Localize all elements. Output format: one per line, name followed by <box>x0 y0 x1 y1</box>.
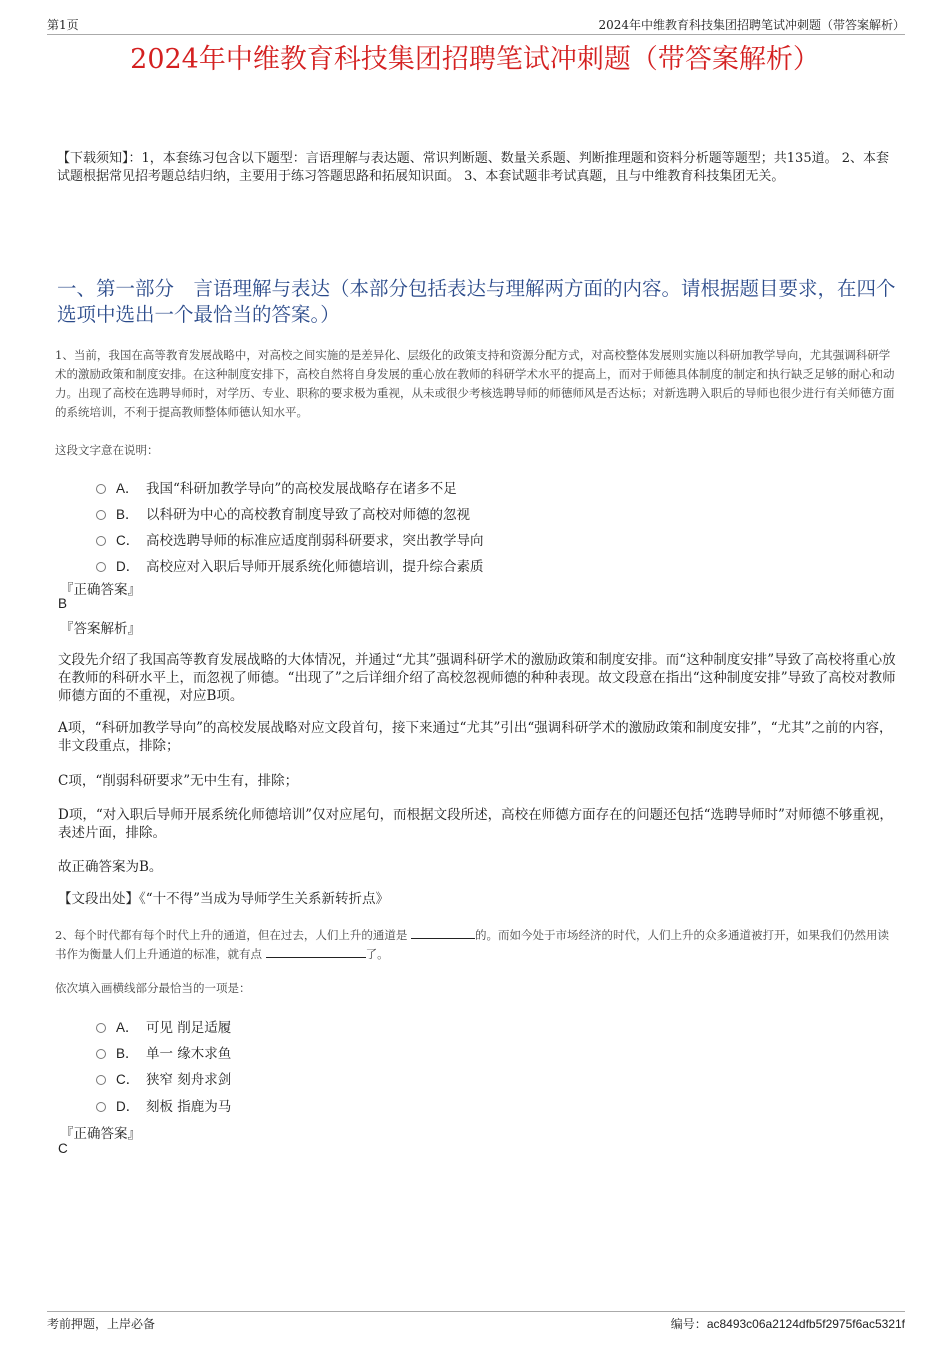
radio-icon[interactable] <box>96 1049 106 1059</box>
radio-icon[interactable] <box>96 484 106 494</box>
radio-icon[interactable] <box>96 536 106 546</box>
radio-icon[interactable] <box>96 1075 106 1085</box>
q2-answer-label: 『正确答案』 <box>60 1126 141 1142</box>
q1-analysis-paragraph: 故正确答案为B。 <box>58 859 163 875</box>
page-footer <box>47 1311 905 1332</box>
radio-icon[interactable] <box>96 562 106 572</box>
section-heading: 一、第一部分 言语理解与表达（本部分包括表达与理解两方面的内容。请根据题目要求，在四个选项中选出一个最恰当的答案。） <box>57 277 896 326</box>
footer-code: 编号：ac8493c06a2124dfb5f2975f6ac5321f <box>670 1317 905 1331</box>
question-2-text: 2、每个时代都有每个时代上升的通道，但在过去，人们上升的通道是 的。而如今处于市场经济的时代，人们上升的众多通道被打开，如果我们仍然用读书作为衡量人们上升通道的标准，就有点 了。 <box>55 928 889 961</box>
q1-analysis-paragraph: A项，“科研加教学导向”的高校发展战略对应文段首句，接下来通过“尤其”引出“强调科研学术的激励政策和制度安排”，“尤其”之前的内容，非文段重点，排除； <box>58 720 893 754</box>
fill-blank <box>266 945 366 958</box>
q2-option-b[interactable]: B． 单一 缘木求鱼 <box>96 1042 231 1062</box>
q2-option-a[interactable]: A． 可见 削足适履 <box>96 1016 231 1036</box>
radio-icon[interactable] <box>96 1023 106 1033</box>
q1-option-c[interactable]: C． 高校选聘导师的标准应适度削弱科研要求，突出教学导向 <box>96 529 484 549</box>
q1-analysis-paragraph: C项，“削弱科研要求”无中生有，排除； <box>58 773 299 789</box>
q1-source: 【文段出处】《“十不得”当成为导师学生关系新转折点》 <box>58 891 390 907</box>
question-2-stem: 依次填入画横线部分最恰当的一项是： <box>55 981 251 995</box>
download-notice: 【下载须知】：1，本套练习包含以下题型：言语理解与表达题、常识判断题、数量关系题、判断推理题和资料分析题等题型；共135道。 2、本套试题根据常见招考题总结归纳，主要用于练习答题思路和拓展知识面。 3、本套试题非考试真题，且与中维教育科技集团无关。 <box>57 151 889 184</box>
fill-blank <box>411 926 475 939</box>
radio-icon[interactable] <box>96 1102 106 1112</box>
footer-slogan: 考前押题，上岸必备 <box>47 1317 156 1331</box>
q1-analysis-label: 『答案解析』 <box>60 621 141 637</box>
q1-answer-label: 『正确答案』 <box>60 582 141 598</box>
question-1-text: 1、当前，我国在高等教育发展战略中，对高校之间实施的是差异化、层级化的政策支持和资源分配方式，对高校整体发展则实施以科研加教学导向，尤其强调科研学术的激励政策和制度安排。在这种制度安排下，高校自然将自身发展的重心放在教师的科研学术水平的提高上，而对于师德具体制度的制定和执行缺乏足够的耐心和动力。出现了高校在选聘导师时，对学历、专业、职称的要求极为重视，从未或很少考核选聘导师的师德师风是否达标；对新选聘入职后的导师也很少进行有关师德方面的系统培训，不利于提高教师整体师德认知水平。 <box>55 348 895 419</box>
q1-analysis-paragraph: 文段先介绍了我国高等教育发展战略的大体情况，并通过“尤其”强调科研学术的激励政策和制度安排。而“这种制度安排”导致了高校将重心放在教师的科研水平上，而忽视了师德。“出现了”之后详细介绍了高校忽视师德的种种表现。故文段意在指出“这种制度安排”导致了高校对教师师德方面的不重视，对应B项。 <box>58 652 896 704</box>
header-doc-title: 2024年中维教育科技集团招聘笔试冲刺题（带答案解析） <box>598 18 905 32</box>
page-header <box>47 14 905 35</box>
q2-option-d[interactable]: D． 刻板 指鹿为马 <box>96 1095 231 1115</box>
q2-answer: C <box>58 1141 68 1156</box>
q1-option-d[interactable]: D． 高校应对入职后导师开展系统化师德培训，提升综合素质 <box>96 555 484 575</box>
q1-answer: B <box>58 596 68 611</box>
q2-option-c[interactable]: C． 狭窄 刻舟求剑 <box>96 1068 231 1088</box>
radio-icon[interactable] <box>96 510 106 520</box>
question-1-stem: 这段文字意在说明： <box>55 443 159 457</box>
q1-option-a[interactable]: A． 我国“科研加教学导向”的高校发展战略存在诸多不足 <box>96 477 457 497</box>
q1-analysis-paragraph: D项，“对入职后导师开展系统化师德培训”仅对应尾句，而根据文段所述，高校在师德方面存在的问题还包括“选聘导师时”对师德不够重视，表述片面，排除。 <box>58 807 893 841</box>
q1-option-b[interactable]: B． 以科研为中心的高校教育制度导致了高校对师德的忽视 <box>96 503 470 523</box>
page-number: 第1页 <box>47 18 79 32</box>
document-title: 2024年中维教育科技集团招聘笔试冲刺题（带答案解析） <box>130 44 820 75</box>
